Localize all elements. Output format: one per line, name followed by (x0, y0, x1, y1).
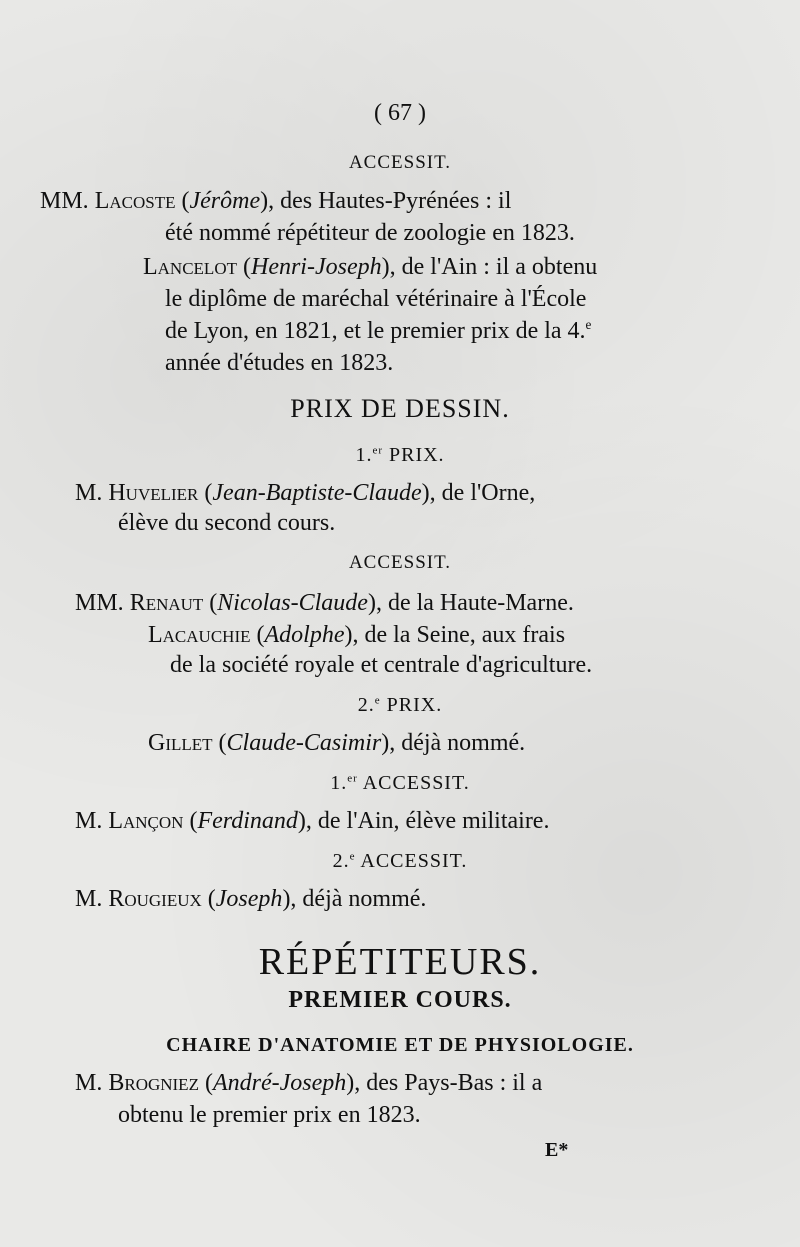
surname: Lancelot (143, 254, 237, 280)
entry-text: ), de la Seine, aux frais (344, 622, 566, 648)
ordinal: 2. (332, 850, 350, 872)
honorific: MM. (75, 590, 124, 616)
entry-text: ), des Pays-Bas : il a (346, 1070, 543, 1096)
label: ACCESSIT. (357, 772, 470, 794)
signature-mark: E* (545, 1139, 569, 1161)
surname: Brogniez (108, 1070, 199, 1096)
section-heading-prix-dessin: PRIX DE DESSIN. (290, 394, 510, 423)
honorific: M. (75, 886, 103, 912)
honorific: M. (75, 480, 103, 506)
entry-lacauchie-cont: de la société royale et centrale d'agriculture. (170, 652, 593, 678)
entry-huvelier (75, 478, 535, 508)
given-name: Joseph (215, 886, 283, 912)
given-name: Nicolas-Claude (217, 590, 368, 616)
entry-lancelot-cont-2 (165, 316, 591, 346)
entry-lancelot (143, 252, 597, 282)
subheading-chaire: CHAIRE D'ANATOMIE ET DE PHYSIOLOGIE. (166, 1034, 634, 1056)
accessit-heading-2: ACCESSIT. (348, 552, 452, 573)
entry-huvelier-cont: élève du second cours. (118, 510, 336, 536)
superscript: e (374, 694, 381, 707)
accessit-heading: ACCESSIT. (348, 152, 452, 173)
given-name: Jean-Baptiste-Claude (212, 480, 422, 506)
surname: Huvelier (108, 480, 199, 506)
honorific: MM. (40, 188, 89, 214)
given-name: Ferdinand (197, 808, 298, 834)
paren-open: ( (198, 480, 213, 506)
ordinal: 1. (330, 772, 348, 794)
paren-open: ( (236, 254, 251, 280)
surname: Gillet (148, 730, 213, 756)
entry-text: ), de la Haute-Marne. (367, 590, 574, 616)
entry-text: ), déjà nommé. (381, 730, 526, 756)
honorific: M. (75, 808, 103, 834)
ordinal: 2. (357, 694, 375, 716)
surname: Lançon (108, 808, 184, 834)
paren-open: ( (201, 886, 216, 912)
surname: Rougieux (108, 886, 202, 912)
superscript: er (372, 444, 383, 457)
surname: Lacauchie (148, 622, 251, 648)
superscript: e (349, 850, 356, 863)
entry-lacoste (40, 186, 511, 216)
paren-open: ( (198, 1070, 213, 1096)
entry-text: ), de l'Orne, (421, 480, 536, 506)
surname: Renaut (129, 590, 204, 616)
superscript: er (347, 772, 358, 785)
ordinal: 1. (355, 444, 373, 466)
given-name: André-Joseph (212, 1070, 347, 1096)
honorific: M. (75, 1070, 103, 1096)
subheading-premier-cours: PREMIER COURS. (288, 987, 512, 1013)
section-heading-repetiteurs: RÉPÉTITEURS. (258, 941, 542, 983)
entry-rougieux (75, 884, 426, 914)
paren-open: ( (203, 590, 218, 616)
subheading-second-accessit (0, 846, 800, 876)
entry-text: ), déjà nommé. (282, 886, 427, 912)
paren-open: ( (175, 188, 190, 214)
entry-brogniez-cont: obtenu le premier prix en 1823. (118, 1102, 421, 1128)
entry-gillet (148, 728, 525, 758)
subheading-premier-accessit (0, 768, 800, 798)
entry-text: ), de l'Ain, élève militaire. (297, 808, 550, 834)
entry-lacoste-cont: été nommé répétiteur de zoologie en 1823. (165, 220, 575, 246)
surname: Lacoste (94, 188, 176, 214)
subheading-second-prix (0, 690, 800, 720)
entry-renaut (75, 588, 574, 618)
given-name: Jérôme (189, 188, 261, 214)
page-number: ( 67 ) (374, 100, 426, 126)
entry-brogniez (75, 1068, 542, 1098)
entry-text: de Lyon, en 1821, et le premier prix de la 4. (165, 318, 586, 344)
label: PRIX. (380, 694, 443, 716)
given-name: Adolphe (264, 622, 345, 648)
paren-open: ( (250, 622, 265, 648)
given-name: Claude-Casimir (226, 730, 382, 756)
label: ACCESSIT. (355, 850, 468, 872)
given-name: Henri-Joseph (250, 254, 382, 280)
entry-lancelot-cont-3: année d'études en 1823. (165, 350, 394, 376)
subheading-premier-prix (0, 440, 800, 470)
paren-open: ( (212, 730, 227, 756)
entry-lancelot-cont-1: le diplôme de maréchal vétérinaire à l'École (165, 286, 587, 312)
paren-open: ( (183, 808, 198, 834)
label: PRIX. (382, 444, 445, 466)
superscript: e (585, 316, 592, 332)
entry-text: ), de l'Ain : il a obtenu (381, 254, 598, 280)
entry-lacauchie (148, 620, 565, 650)
entry-text: ), des Hautes-Pyrénées : il (260, 188, 512, 214)
entry-lancon (75, 806, 549, 836)
